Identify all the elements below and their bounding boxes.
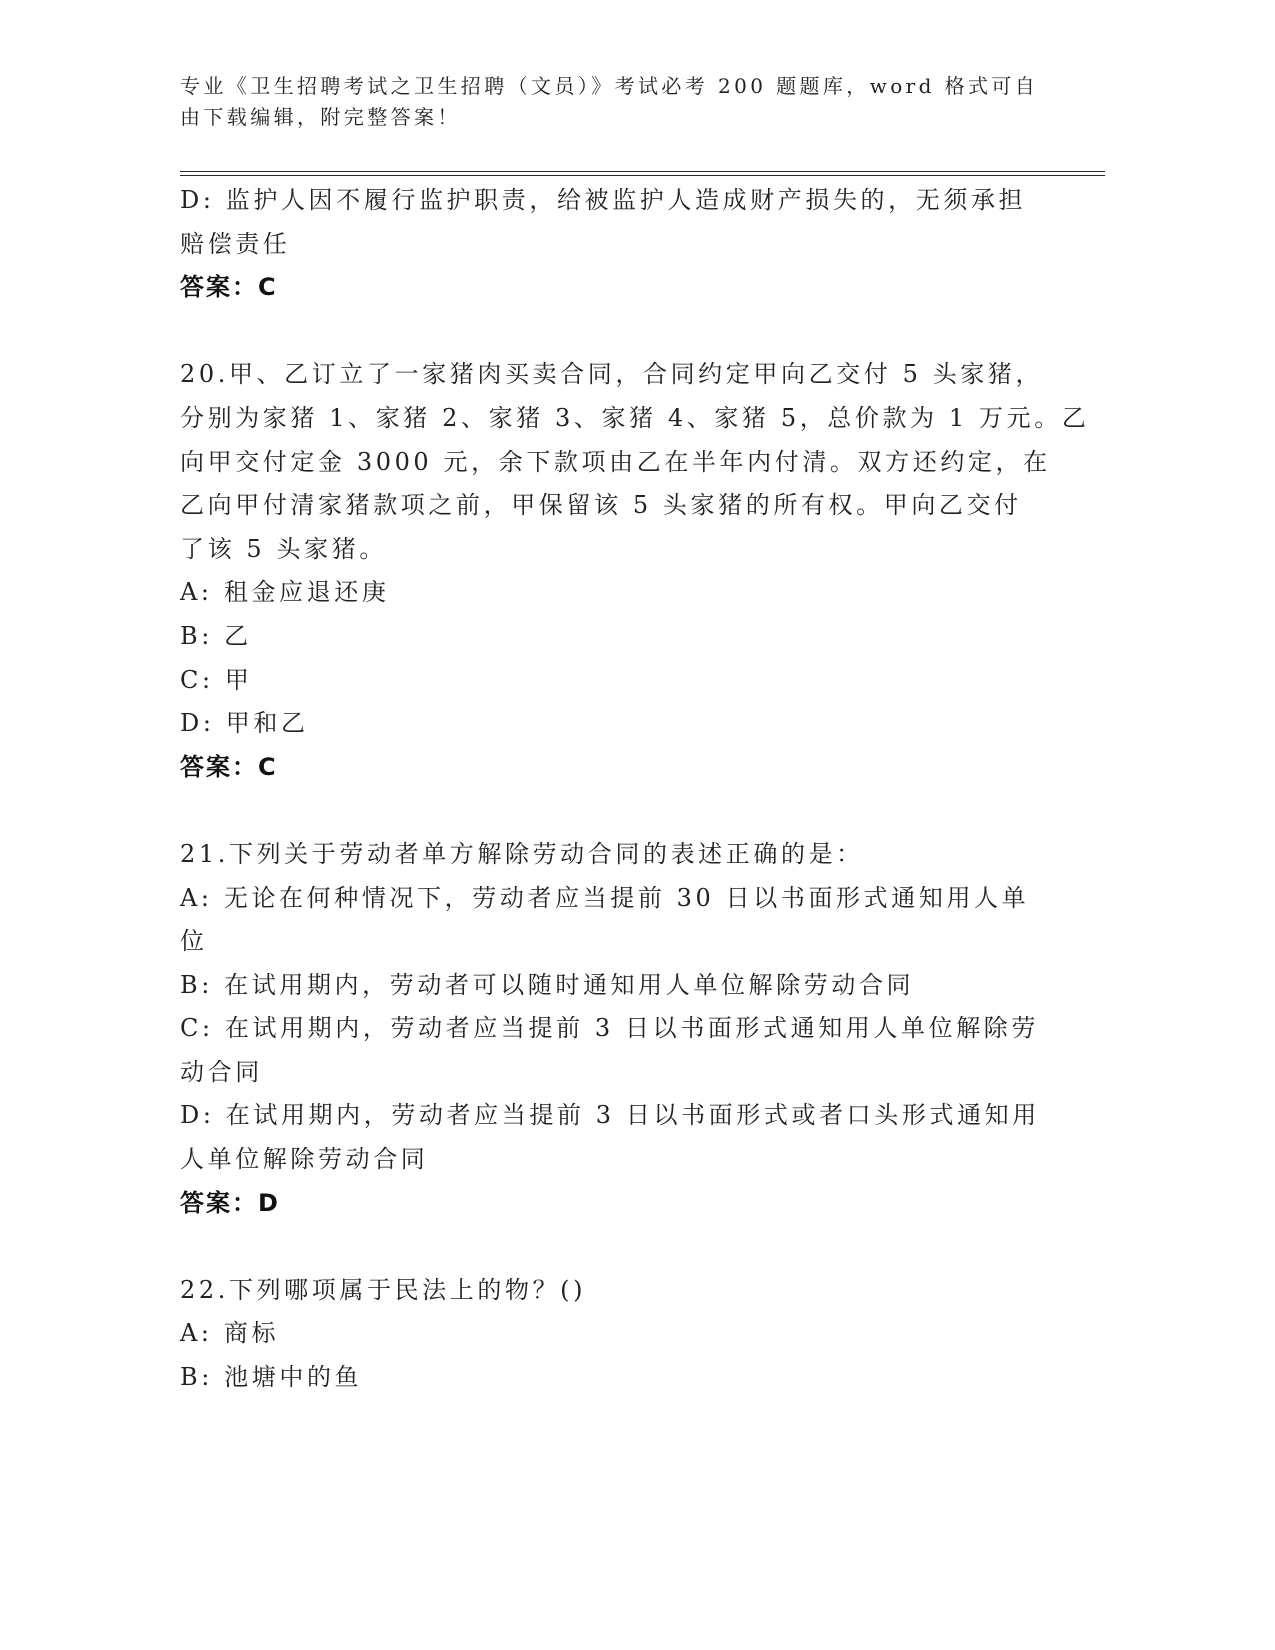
question-list: [180, 179, 1100, 1400]
q21-option-c: 动合同: [180, 1057, 263, 1086]
q21-option-d: D: 在试用期内，劳动者应当提前 3 日以书面形式或者口头形式通知用: [180, 1101, 1040, 1130]
q22-option-a: A: 商标: [180, 1319, 280, 1348]
q20-stem-line: 了该 5 头家猪。: [180, 534, 387, 563]
question-19-tail: [180, 179, 1100, 310]
q21-option-a: 位: [180, 927, 208, 956]
question-20: [180, 353, 1100, 789]
q20-option-a: A: 租金应退还庚: [180, 578, 390, 607]
q22-stem-line: 22.下列哪项属于民法上的物？(): [180, 1275, 587, 1304]
q20-answer: 答案：C: [180, 752, 278, 781]
q21-answer: 答案：D: [180, 1188, 280, 1217]
q20-stem-line: 向甲交付定金 3000 元，余下款项由乙在半年内付清。双方还约定，在: [180, 447, 1051, 476]
q22-option-b: B: 池塘中的鱼: [180, 1363, 363, 1392]
q20-stem-line: 分别为家猪 1、家猪 2、家猪 3、家猪 4、家猪 5，总价款为 1 万元。乙: [180, 403, 1090, 432]
question-22: [180, 1269, 1100, 1400]
q20-option-c: C: 甲: [180, 665, 253, 694]
q19-option-d-line: D: 监护人因不履行监护职责，给被监护人造成财产损失的，无须承担: [180, 186, 1027, 214]
q19-answer: 答案：C: [180, 273, 278, 302]
q21-option-a: A: 无论在何种情况下，劳动者应当提前 30 日以书面形式通知用人单: [180, 883, 1030, 912]
header-double-rule: [180, 171, 1105, 176]
q21-option-b: B: 在试用期内，劳动者可以随时通知用人单位解除劳动合同: [180, 970, 915, 999]
blank-line: [180, 310, 1100, 354]
blank-line: [180, 1225, 1100, 1269]
q20-option-b: B: 乙: [180, 621, 252, 650]
page-header: [180, 71, 1080, 133]
q21-option-d: 人单位解除劳动合同: [180, 1145, 429, 1174]
q19-option-d-line: 赔偿责任: [180, 229, 291, 258]
q20-option-d: D: 甲和乙: [180, 709, 309, 738]
q20-stem-line: 乙向甲付清家猪款项之前，甲保留该 5 头家猪的所有权。甲向乙交付: [180, 491, 1022, 520]
q20-stem-line: 20.甲、乙订立了一家猪肉买卖合同，合同约定甲向乙交付 5 头家猪，: [180, 360, 1044, 389]
question-21: [180, 833, 1100, 1225]
header-line: 专业《卫生招聘考试之卫生招聘（文员）》考试必考 200 题题库，word 格式可自: [180, 74, 1039, 98]
header-line: 由下载编辑，附完整答案！: [180, 105, 461, 129]
blank-line: [180, 789, 1100, 833]
q21-option-c: C: 在试用期内，劳动者应当提前 3 日以书面形式通知用人单位解除劳: [180, 1014, 1040, 1043]
q21-stem-line: 21.下列关于劳动者单方解除劳动合同的表述正确的是：: [180, 839, 864, 868]
